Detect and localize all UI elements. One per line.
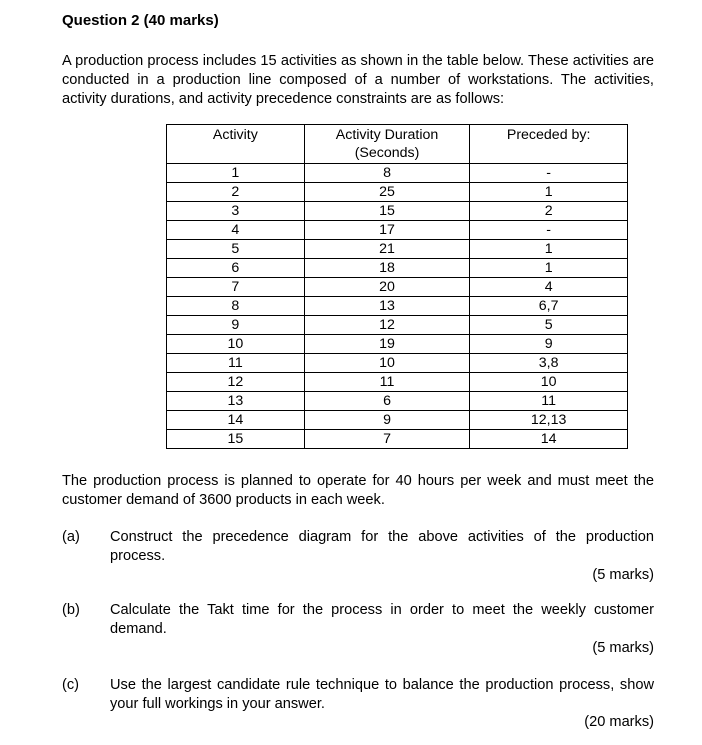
cell-preceded-by: - (470, 221, 628, 240)
part-c-text: Use the largest candidate rule technique to balance the production process, show your full workings in your answer. (110, 677, 654, 712)
table-row (167, 354, 628, 373)
cell-activity: 11 (167, 354, 305, 373)
cell-preceded-by: 3,8 (470, 354, 628, 373)
cell-activity: 13 (167, 392, 305, 411)
table-row (167, 392, 628, 411)
cell-duration: 8 (304, 164, 470, 183)
cell-preceded-by: 5 (470, 316, 628, 335)
cell-preceded-by: 14 (470, 430, 628, 449)
cell-activity: 2 (167, 183, 305, 202)
table-body (167, 164, 628, 449)
cell-duration: 15 (304, 202, 470, 221)
cell-preceded-by: 11 (470, 392, 628, 411)
cell-duration: 9 (304, 411, 470, 430)
part-a-text: Construct the precedence diagram for the above activities of the production process. (110, 529, 654, 564)
cell-duration: 25 (304, 183, 470, 202)
cell-activity: 4 (167, 221, 305, 240)
cell-preceded-by: 1 (470, 183, 628, 202)
activity-table (166, 124, 628, 449)
cell-duration: 10 (304, 354, 470, 373)
header-preceded-by: Preceded by: (470, 125, 628, 164)
cell-duration: 17 (304, 221, 470, 240)
cell-activity: 6 (167, 259, 305, 278)
closing-paragraph: The production process is planned to operate for 40 hours per week and must meet the customer demand of 3600 products in each week. (62, 473, 654, 508)
cell-preceded-by: 1 (470, 240, 628, 259)
cell-preceded-by: - (470, 164, 628, 183)
intro-paragraph: A production process includes 15 activities as shown in the table below. These activities are conducted in a production line composed of a number of workstations. The activities, activity durations, and activity precedence constraints are as follows: (62, 53, 654, 107)
table-row (167, 430, 628, 449)
header-duration: Activity Duration (Seconds) (304, 125, 470, 164)
table-row (167, 278, 628, 297)
table-row (167, 259, 628, 278)
question-heading: Question 2 (40 marks) (62, 12, 219, 29)
table-row (167, 240, 628, 259)
cell-activity: 8 (167, 297, 305, 316)
part-c-marks: (20 marks) (584, 714, 654, 730)
cell-duration: 20 (304, 278, 470, 297)
part-a-marks: (5 marks) (592, 567, 654, 583)
cell-duration: 19 (304, 335, 470, 354)
cell-duration: 12 (304, 316, 470, 335)
cell-activity: 7 (167, 278, 305, 297)
table-row (167, 297, 628, 316)
cell-preceded-by: 1 (470, 259, 628, 278)
part-b-text: Calculate the Takt time for the process in order to meet the weekly customer demand. (110, 602, 654, 637)
cell-duration: 21 (304, 240, 470, 259)
cell-activity: 5 (167, 240, 305, 259)
cell-preceded-by: 9 (470, 335, 628, 354)
table-row (167, 335, 628, 354)
table-row (167, 373, 628, 392)
cell-preceded-by: 12,13 (470, 411, 628, 430)
table-row (167, 164, 628, 183)
cell-preceded-by: 6,7 (470, 297, 628, 316)
table-row (167, 183, 628, 202)
cell-activity: 14 (167, 411, 305, 430)
header-activity: Activity (167, 125, 305, 164)
cell-duration: 7 (304, 430, 470, 449)
part-b-marks: (5 marks) (592, 640, 654, 656)
table-row (167, 221, 628, 240)
table-row (167, 316, 628, 335)
cell-activity: 1 (167, 164, 305, 183)
cell-preceded-by: 10 (470, 373, 628, 392)
cell-preceded-by: 2 (470, 202, 628, 221)
cell-duration: 6 (304, 392, 470, 411)
table-row (167, 202, 628, 221)
cell-duration: 11 (304, 373, 470, 392)
part-b-label: (b) (62, 602, 80, 618)
cell-activity: 15 (167, 430, 305, 449)
part-a-label: (a) (62, 529, 80, 545)
cell-activity: 3 (167, 202, 305, 221)
cell-activity: 9 (167, 316, 305, 335)
cell-duration: 18 (304, 259, 470, 278)
cell-duration: 13 (304, 297, 470, 316)
cell-activity: 10 (167, 335, 305, 354)
table-row (167, 411, 628, 430)
table-header-row (167, 125, 628, 164)
part-c-label: (c) (62, 677, 80, 693)
cell-preceded-by: 4 (470, 278, 628, 297)
cell-activity: 12 (167, 373, 305, 392)
